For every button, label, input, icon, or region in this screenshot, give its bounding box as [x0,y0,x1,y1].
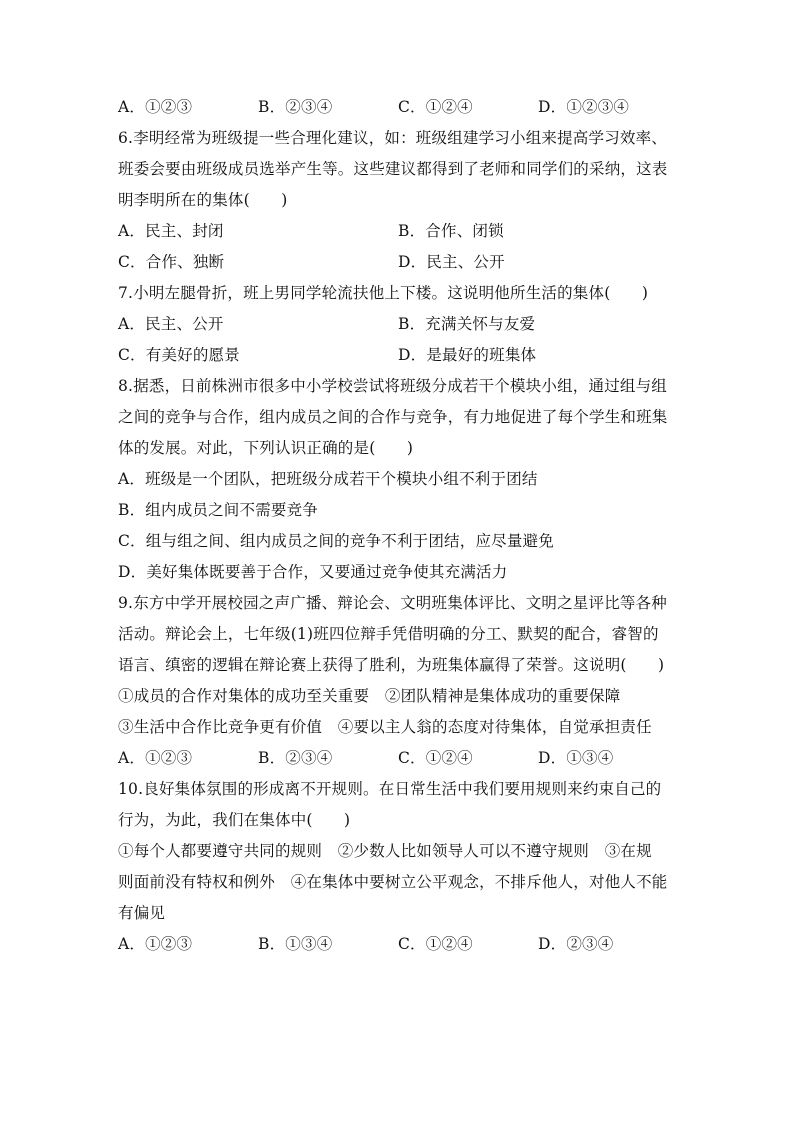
q10-options [118,929,678,960]
q10-statement-line-3: 有偏见 [118,904,166,922]
q10-option-b: B．①③④ [258,935,333,953]
q6-option-d: D．民主、公开 [398,253,505,271]
q7-options-row-2 [118,340,678,371]
q8-option-c: C．组与组之间、组内成员之间的竞争不利于团结，应尽量避免 [118,532,554,550]
q8-stem-line-2: 之间的竞争与合作，组内成员之间的合作与竞争，有力地促进了每个学生和班集 [118,408,668,426]
q6-option-b: B．合作、闭锁 [398,222,504,240]
q9-statement-line-1: ①成员的合作对集体的成功至关重要 ②团队精神是集体成功的重要保障 [118,687,621,705]
q10-stem-line-2: 行为，为此，我们在集体中( ) [118,811,351,829]
q5-option-c: C．①②④ [398,98,473,116]
q5-option-d: D．①②③④ [538,98,630,116]
q8-option-b: B．组内成员之间不需要竞争 [118,501,318,519]
q6-stem-line-2: 班委会要由班级成员选举产生等。这些建议都得到了老师和同学们的采纳，这表 [118,160,668,178]
q6-options-row-2 [118,247,678,278]
q9-option-c: C．①②④ [398,749,473,767]
q10-statement-line-1: ①每个人都要遵守共同的规则 ②少数人比如领导人可以不遵守规则 ③在规 [118,842,652,860]
q10-option-d: D．②③④ [538,935,614,953]
q5-option-a: A．①②③ [118,98,193,116]
q10-statement-line-2: 则面前没有特权和例外 ④在集体中要树立公平观念，不排斥他人，对他人不能 [118,873,668,891]
q7-option-c: C．有美好的愿景 [118,346,240,364]
q6-options-row-1 [118,216,678,247]
q8-stem-line-3: 体的发展。对此，下列认识正确的是( ) [118,439,414,457]
q6-option-c: C．合作、独断 [118,253,225,271]
question-list [118,92,678,960]
q5-option-b: B．②③④ [258,98,333,116]
q6-option-a: A．民主、封闭 [118,222,224,240]
q5-options [118,92,678,123]
q8-option-d: D．美好集体既要善于合作，又要通过竞争使其充满活力 [118,563,508,581]
q9-option-a: A．①②③ [118,749,193,767]
q8-option-a: A．班级是一个团队，把班级分成若干个模块小组不利于团结 [118,470,538,488]
q6-stem-line-1: 6.李明经常为班级提一些合理化建议，如：班级组建学习小组来提高学习效率、 [118,129,667,147]
q9-options [118,743,678,774]
q9-stem-line-1: 9.东方中学开展校园之声广播、辩论会、文明班集体评比、文明之星评比等各种 [118,594,667,612]
q10-option-c: C．①②④ [398,935,473,953]
q10-stem-line-1: 10.良好集体氛围的形成离不开规则。在日常生活中我们要用规则来约束自己的 [118,780,662,798]
q7-option-b: B．充满关怀与友爱 [398,315,536,333]
q9-option-b: B．②③④ [258,749,333,767]
q9-statement-line-2: ③生活中合作比竞争更有价值 ④要以主人翁的态度对待集体，自觉承担责任 [118,718,652,736]
q7-stem-line-1: 7.小明左腿骨折，班上男同学轮流扶他上下楼。这说明他所生活的集体( ) [118,284,649,302]
q8-stem-line-1: 8.据悉，日前株洲市很多中小学校尝试将班级分成若干个模块小组，通过组与组 [118,377,667,395]
q9-option-d: D．①③④ [538,749,614,767]
q9-stem-line-3: 语言、缜密的逻辑在辩论赛上获得了胜利，为班集体赢得了荣誉。这说明( ) [118,656,665,674]
q7-option-d: D．是最好的班集体 [398,346,537,364]
q7-options-row-1 [118,309,678,340]
q9-stem-line-2: 活动。辩论会上，七年级(1)班四位辩手凭借明确的分工、默契的配合，睿智的 [118,625,659,643]
q6-stem-line-3: 明李明所在的集体( ) [118,191,288,209]
q7-option-a: A．民主、公开 [118,315,224,333]
q10-option-a: A．①②③ [118,935,193,953]
